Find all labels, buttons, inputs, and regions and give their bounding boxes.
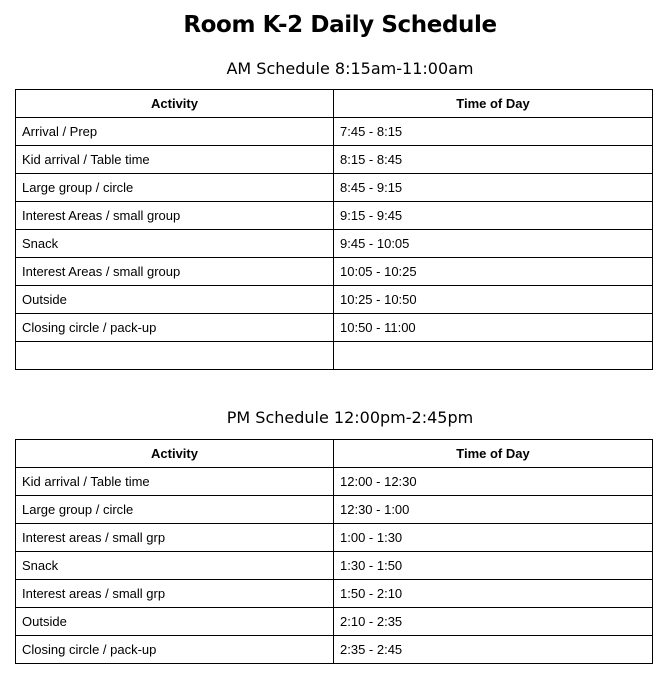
activity-cell: Kid arrival / Table time (16, 146, 334, 174)
time-cell: 10:50 - 11:00 (334, 314, 653, 342)
column-header-time: Time of Day (334, 440, 653, 468)
table-row (16, 174, 653, 202)
activity-cell: Large group / circle (16, 174, 334, 202)
column-header-time: Time of Day (334, 90, 653, 118)
activity-cell: Kid arrival / Table time (16, 468, 334, 496)
table-row (16, 286, 653, 314)
time-cell: 1:30 - 1:50 (334, 552, 653, 580)
time-cell: 1:00 - 1:30 (334, 524, 653, 552)
activity-cell: Outside (16, 608, 334, 636)
table-row (16, 468, 653, 496)
table-row (16, 230, 653, 258)
activity-cell: Arrival / Prep (16, 118, 334, 146)
time-cell: 10:05 - 10:25 (334, 258, 653, 286)
activity-cell: Interest Areas / small group (16, 258, 334, 286)
am-schedule-heading: AM Schedule 8:15am-11:00am (226, 59, 474, 78)
table-row (16, 552, 653, 580)
table-row-empty (16, 342, 653, 370)
column-header-activity: Activity (16, 440, 334, 468)
activity-cell: Closing circle / pack-up (16, 636, 334, 664)
table-row (16, 636, 653, 664)
time-cell: 12:00 - 12:30 (334, 468, 653, 496)
time-cell: 7:45 - 8:15 (334, 118, 653, 146)
table-header-row (16, 440, 653, 468)
activity-cell: Outside (16, 286, 334, 314)
table-header-row (16, 90, 653, 118)
time-cell: 8:15 - 8:45 (334, 146, 653, 174)
time-cell: 12:30 - 1:00 (334, 496, 653, 524)
time-cell: 9:45 - 10:05 (334, 230, 653, 258)
table-row (16, 314, 653, 342)
table-row (16, 524, 653, 552)
time-cell: 10:25 - 10:50 (334, 286, 653, 314)
activity-cell: Interest areas / small grp (16, 524, 334, 552)
time-cell: 1:50 - 2:10 (334, 580, 653, 608)
am-schedule-table (15, 89, 653, 370)
time-cell (334, 342, 653, 370)
time-cell: 2:10 - 2:35 (334, 608, 653, 636)
activity-cell: Interest Areas / small group (16, 202, 334, 230)
table-row (16, 608, 653, 636)
activity-cell: Closing circle / pack-up (16, 314, 334, 342)
pm-schedule-table (15, 439, 653, 664)
activity-cell (16, 342, 334, 370)
activity-cell: Snack (16, 552, 334, 580)
activity-cell: Snack (16, 230, 334, 258)
column-header-activity: Activity (16, 90, 334, 118)
activity-cell: Large group / circle (16, 496, 334, 524)
pm-schedule-heading: PM Schedule 12:00pm-2:45pm (226, 408, 474, 427)
activity-cell: Interest areas / small grp (16, 580, 334, 608)
time-cell: 8:45 - 9:15 (334, 174, 653, 202)
table-row (16, 146, 653, 174)
table-row (16, 496, 653, 524)
document-title: Room K-2 Daily Schedule (183, 12, 497, 38)
table-row (16, 202, 653, 230)
time-cell: 2:35 - 2:45 (334, 636, 653, 664)
table-row (16, 118, 653, 146)
table-row (16, 258, 653, 286)
table-row (16, 580, 653, 608)
time-cell: 9:15 - 9:45 (334, 202, 653, 230)
